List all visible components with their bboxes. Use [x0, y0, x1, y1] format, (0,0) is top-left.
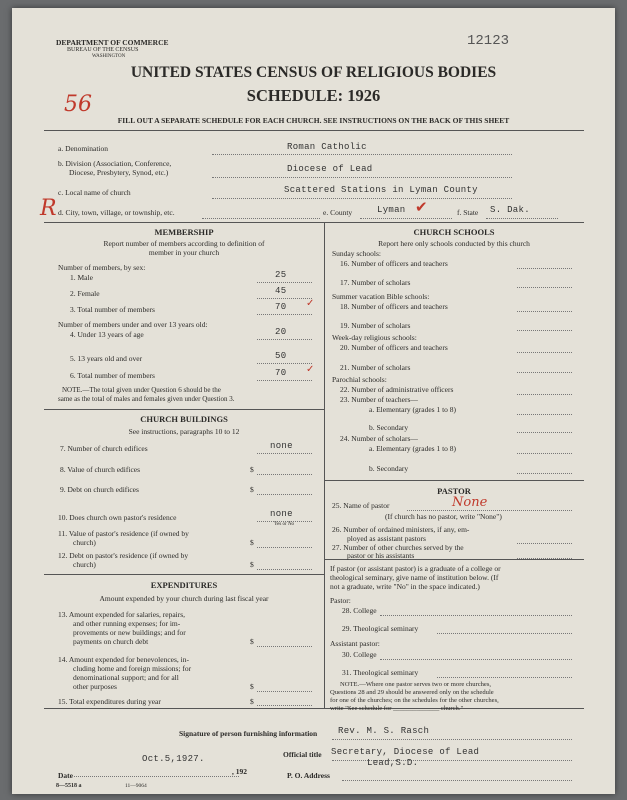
q6-line	[257, 380, 312, 381]
handwritten-number: 56	[64, 92, 92, 117]
q13-label-3: provements or new buildings; and for	[73, 628, 186, 637]
city-town-line	[202, 218, 320, 219]
schools-intro: Report here only schools conducted by this church	[378, 239, 530, 248]
po-address-label: P. O. Address	[287, 771, 330, 780]
q8-dollar: $	[250, 465, 254, 474]
po-address-value: Lead,S.D.	[367, 758, 419, 768]
grid-right-1	[324, 480, 584, 481]
q3-value: 70	[275, 302, 287, 312]
graduate-note-1: If pastor (or assistant pastor) is a graduate of a college or	[330, 564, 501, 573]
local-name-line	[212, 198, 512, 199]
q24-label: 24. Number of scholars—	[340, 434, 418, 443]
denomination-label: a. Denomination	[58, 144, 108, 153]
summer-label: Summer vacation Bible schools:	[332, 292, 430, 301]
q25-hint: (If church has no pastor, write "None")	[385, 512, 502, 521]
q30-line	[380, 659, 572, 660]
q22-line	[517, 394, 572, 395]
year-suffix: , 192	[232, 767, 247, 776]
buildings-heading: CHURCH BUILDINGS	[140, 414, 228, 424]
q7-label: 7. Number of church edifices	[60, 444, 148, 453]
q5-line	[257, 363, 312, 364]
q13-dollar: $	[250, 637, 254, 646]
q4-value: 20	[275, 327, 287, 337]
red-check-county: ✔	[415, 198, 428, 216]
q13-label-1: 13. Amount expended for salaries, repairs,	[58, 610, 186, 619]
q18-line	[517, 311, 572, 312]
division-value: Diocese of Lead	[287, 164, 373, 174]
state-label: f. State	[457, 208, 479, 217]
q15-label: 15. Total expenditures during year	[58, 697, 161, 706]
q30-label: 30. College	[342, 650, 377, 659]
q2-value: 45	[275, 286, 287, 296]
pastor-note-1: NOTE.—Where one pastor serves two or more churches,	[340, 681, 492, 688]
po-address-line	[342, 780, 572, 781]
q13-line	[257, 646, 312, 647]
q4-label: 4. Under 13 years of age	[70, 330, 144, 339]
q4-line	[257, 339, 312, 340]
red-check-q6: ✓	[306, 364, 315, 375]
pastor-note-3: for one of the churches; on the schedules for the other churches,	[330, 697, 499, 704]
assistant-sub-label: Assistant pastor:	[330, 639, 380, 648]
q26-line	[517, 543, 572, 544]
grid-top	[44, 222, 584, 223]
q24a-line	[517, 453, 572, 454]
q3-label: 3. Total number of members	[70, 305, 155, 314]
q13-label-4: payments on church debt	[73, 637, 149, 646]
q24b-label: b. Secondary	[369, 464, 409, 473]
q12-line	[257, 569, 312, 570]
q7-value: none	[270, 441, 293, 451]
q7-line	[257, 453, 312, 454]
division-line	[212, 177, 512, 178]
q2-label: 2. Female	[70, 289, 100, 298]
q19-line	[517, 330, 572, 331]
membership-intro-1: Report number of members according to definition of	[103, 239, 265, 248]
pastor-heading: PASTOR	[437, 486, 471, 496]
division-label-1: b. Division (Association, Conference,	[58, 159, 172, 168]
q23-label: 23. Number of teachers—	[340, 395, 418, 404]
q12-label-2: church)	[73, 560, 96, 569]
q9-dollar: $	[250, 485, 254, 494]
membership-note-1: NOTE.—The total given under Question 6 should be the	[62, 386, 221, 394]
q28-label: 28. College	[342, 606, 377, 615]
q14-label-4: other purposes	[73, 682, 117, 691]
local-name-label: c. Local name of church	[58, 188, 131, 197]
header-rule	[44, 130, 584, 131]
q23b-line	[517, 432, 572, 433]
q27-line	[517, 558, 572, 559]
signature-value: Rev. M. S. Rasch	[338, 726, 430, 736]
local-name-value: Scattered Stations in Lyman County	[284, 185, 478, 195]
instruction-line: FILL OUT A SEPARATE SCHEDULE FOR EACH CHURCH. SEE INSTRUCTIONS ON THE BACK OF THIS SHEET	[117, 116, 510, 125]
official-title-label: Official title	[283, 750, 322, 759]
q27-label-2: pastor or his assistants	[347, 551, 415, 560]
q11-label-1: 11. Value of pastor's residence (if owned by	[58, 529, 189, 538]
pastor-note-4: write "See schedule for ______________ church."	[330, 705, 464, 712]
q10-hint: Yes or No	[274, 522, 295, 527]
by-sex-label: Number of members, by sex:	[58, 263, 146, 272]
red-check-q3: ✓	[306, 298, 315, 309]
denomination-line	[212, 154, 512, 155]
q23a-label: a. Elementary (grades 1 to 8)	[369, 405, 457, 414]
q14-dollar: $	[250, 682, 254, 691]
denomination-value: Roman Catholic	[287, 142, 367, 152]
q6-label: 6. Total number of members	[70, 371, 155, 380]
q20-label: 20. Number of officers and teachers	[340, 343, 448, 352]
grid-left-1	[44, 409, 324, 410]
q31-line	[437, 677, 572, 678]
membership-intro-2: member in your church	[148, 248, 220, 257]
q29-line	[437, 633, 572, 634]
city-label: WASHINGTON	[92, 54, 126, 59]
q31-label: 31. Theological seminary	[342, 668, 419, 677]
q29-label: 29. Theological seminary	[342, 624, 419, 633]
age-intro: Number of members under and over 13 years old:	[58, 320, 208, 329]
state-line	[486, 218, 558, 219]
serial-number: 12123	[467, 33, 510, 49]
q23a-line	[517, 414, 572, 415]
q23b-label: b. Secondary	[369, 423, 409, 432]
q14-label-1: 14. Amount expended for benevolences, in-	[58, 655, 190, 664]
q15-line	[257, 705, 312, 706]
department-label: DEPARTMENT OF COMMERCE	[56, 38, 169, 47]
graduate-note-3: not a graduate, write "No" in the space indicated.)	[330, 582, 480, 591]
q6-value: 70	[275, 368, 287, 378]
print-number: 11—9064	[125, 783, 147, 789]
q18-label: 18. Number of officers and teachers	[340, 302, 448, 311]
form-subtitle: SCHEDULE: 1926	[246, 86, 381, 105]
county-line	[360, 218, 452, 219]
state-value: S. Dak.	[490, 205, 530, 215]
q12-dollar: $	[250, 560, 254, 569]
census-schedule-page	[12, 8, 615, 794]
grid-left-2	[44, 574, 324, 575]
q24a-label: a. Elementary (grades 1 to 8)	[369, 444, 457, 453]
date-line	[74, 776, 239, 777]
q11-line	[257, 547, 312, 548]
q25-label: 25. Name of pastor	[332, 501, 390, 510]
q27-label-1: 27. Number of other churches served by the	[332, 543, 464, 552]
q8-line	[257, 474, 312, 475]
form-title: UNITED STATES CENSUS OF RELIGIOUS BODIES	[130, 64, 497, 81]
q16-line	[517, 268, 572, 269]
q25-line	[407, 510, 572, 511]
q21-label: 21. Number of scholars	[340, 363, 411, 372]
q16-label: 16. Number of officers and teachers	[340, 259, 448, 268]
q26-label-2: ployed as assistant pastors	[347, 534, 426, 543]
q1-label: 1. Male	[70, 273, 93, 282]
date-value: Oct.5,1927.	[142, 754, 205, 764]
q15-dollar: $	[250, 697, 254, 706]
membership-heading: MEMBERSHIP	[154, 227, 214, 237]
q3-line	[257, 314, 312, 315]
date-label: Date	[58, 771, 73, 780]
division-label-2: Diocese, Presbytery, Synod, etc.)	[69, 168, 169, 177]
schools-heading: CHURCH SCHOOLS	[413, 227, 495, 237]
county-label: e. County	[323, 208, 353, 217]
q19-label: 19. Number of scholars	[340, 321, 411, 330]
q26-label-1: 26. Number of ordained ministers, if any, em-	[332, 525, 470, 534]
grid-bottom	[44, 708, 584, 709]
handwritten-mark: R	[40, 196, 57, 221]
q17-label: 17. Number of scholars	[340, 278, 411, 287]
pastor-note-2: Questions 28 and 29 should be answered only on the schedule	[330, 689, 494, 696]
q2-line	[257, 298, 312, 299]
weekday-label: Week-day religious schools:	[332, 333, 417, 342]
city-town-label: d. City, town, village, or township, etc.	[58, 208, 175, 217]
grid-center	[324, 222, 325, 708]
q24b-line	[517, 473, 572, 474]
sunday-label: Sunday schools:	[332, 249, 381, 258]
bureau-label: BUREAU OF THE CENSUS	[67, 47, 139, 53]
signature-line	[332, 739, 572, 740]
pastor-sub-label: Pastor:	[330, 596, 351, 605]
q5-label: 5. 13 years old and over	[70, 354, 143, 363]
q22-label: 22. Number of administrative officers	[340, 385, 454, 394]
graduate-note-2: theological seminary, give name of institution below. (If	[330, 573, 499, 582]
q9-line	[257, 494, 312, 495]
q9-label: 9. Debt on church edifices	[60, 485, 139, 494]
q21-line	[517, 372, 572, 373]
q12-label-1: 12. Debt on pastor's residence (if owned by	[58, 551, 189, 560]
q20-line	[517, 352, 572, 353]
q11-dollar: $	[250, 538, 254, 547]
q1-line	[257, 282, 312, 283]
q14-line	[257, 691, 312, 692]
county-value: Lyman	[377, 205, 406, 215]
expenditures-heading: EXPENDITURES	[150, 580, 218, 590]
buildings-see: See instructions, paragraphs 10 to 12	[128, 427, 240, 436]
q14-label-3: denominational support; and for all	[73, 673, 179, 682]
q11-label-2: church)	[73, 538, 96, 547]
q8-label: 8. Value of church edifices	[60, 465, 141, 474]
official-title-value: Secretary, Diocese of Lead	[331, 747, 480, 757]
signature-label: Signature of person furnishing information	[179, 729, 318, 738]
q14-label-2: cluding home and foreign missions; for	[73, 664, 192, 673]
q10-label: 10. Does church own pastor's residence	[58, 513, 177, 522]
parochial-label: Parochial schools:	[332, 375, 387, 384]
q25-value: None	[452, 495, 488, 510]
q5-value: 50	[275, 351, 287, 361]
form-number: 8—5518 a	[56, 783, 82, 789]
q17-line	[517, 287, 572, 288]
expenditures-intro: Amount expended by your church during last fiscal year	[99, 594, 269, 603]
membership-note-2: same as the total of males and females given under Question 3.	[58, 395, 235, 403]
q13-label-2: and other running expenses; for im-	[73, 619, 181, 628]
q1-value: 25	[275, 270, 287, 280]
q10-value: none	[270, 509, 293, 519]
q28-line	[380, 615, 572, 616]
